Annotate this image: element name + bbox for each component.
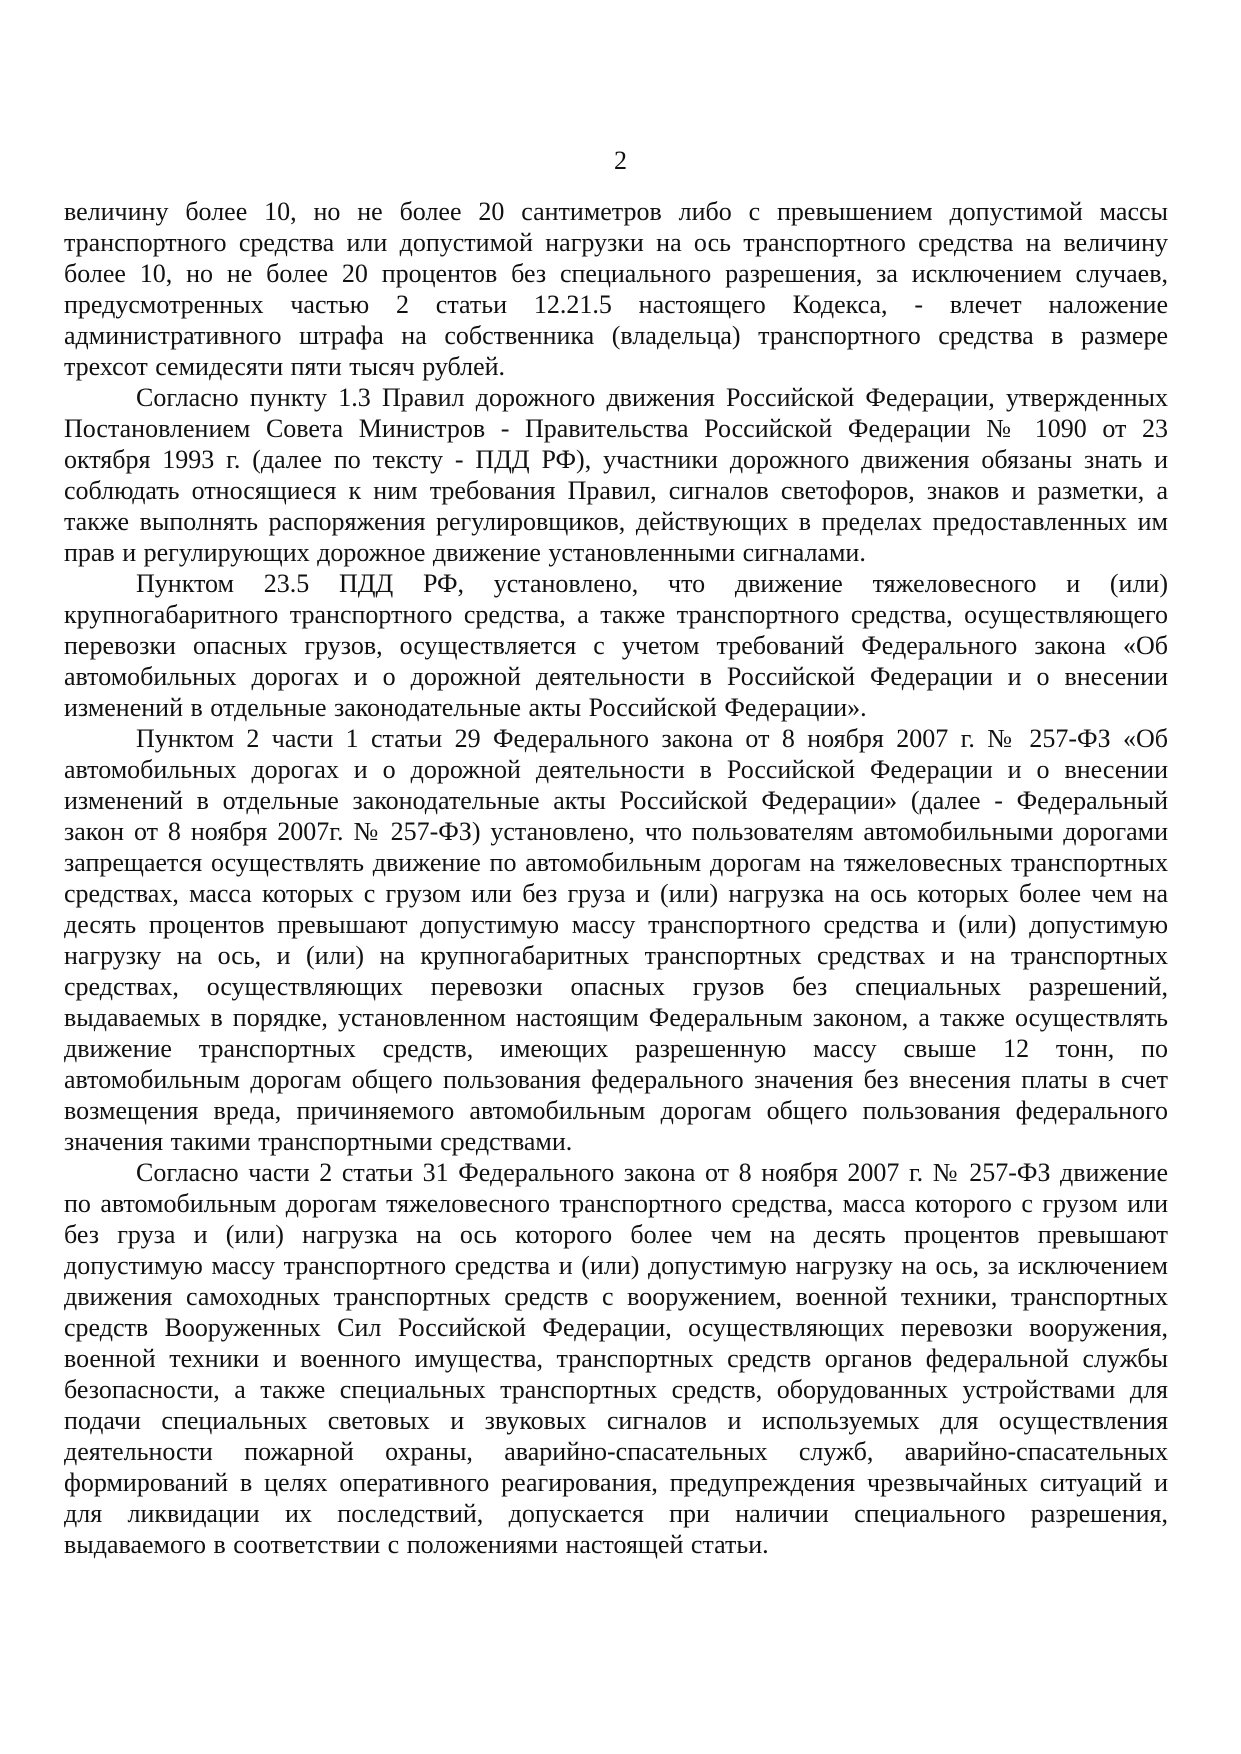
paragraph: Пунктом 23.5 ПДД РФ, установлено, что движение тяжеловесного и (или) крупногабаритного транспортного средства, а также транспортного средства, осуществляющего перевозки опасных грузов, осуществляется с учетом требований Федерального закона «Об автомобильных дорогах и о дорожной деятельности в Российской Федерации и о внесении изменений в отдельные законодательные акты Российской Федерации».	[64, 569, 1168, 722]
paragraph: Согласно пункту 1.3 Правил дорожного движения Российской Федерации, утвержденных Постановлением Совета Министров - Правительства Российской Федерации № 1090 от 23 октября 1993 г. (далее по тексту - ПДД РФ), участники дорожного движения обязаны знать и соблюдать относящиеся к ним требования Правил, сигналов светофоров, знаков и разметки, а также выполнять распоряжения регулировщиков, действующих в пределах предоставленных им прав и регулирующих дорожное движение установленными сигналами.	[64, 383, 1168, 567]
paragraph-continuation: величину более 10, но не более 20 сантиметров либо с превышением допустимой массы транспортного средства или допустимой нагрузки на ось транспортного средства на величину более 10, но не более 20 процентов без специального разрешения, за исключением случаев, предусмотренных частью 2 статьи 12.21.5 настоящего Кодекса, - влечет наложение административного штрафа на собственника (владельца) транспортного средства в размере трехсот семидесяти пяти тысяч рублей.	[64, 197, 1168, 381]
document-body	[64, 196, 1168, 1560]
paragraph: Пунктом 2 части 1 статьи 29 Федерального закона от 8 ноября 2007 г. № 257-ФЗ «Об автомобильных дорогах и о дорожной деятельности в Российской Федерации и о внесении изменений в отдельные законодательные акты Российской Федерации» (далее - Федеральный закон от 8 ноября 2007г. № 257-ФЗ) установлено, что пользователям автомобильными дорогами запрещается осуществлять движение по автомобильным дорогам на тяжеловесных транспортных средствах, масса которых с грузом или без груза и (или) нагрузка на ось которых более чем на десять процентов превышают допустимую массу транспортного средства и (или) допустимую нагрузку на ось, и (или) на крупногабаритных транспортных средствах и на транспортных средствах, осуществляющих перевозки опасных грузов без специальных разрешений, выдаваемых в порядке, установленном настоящим Федеральным законом, а также осуществлять движение транспортных средств, имеющих разрешенную массу свыше 12 тонн, по автомобильным дорогам общего пользования федерального значения без внесения платы в счет возмещения вреда, причиняемого автомобильным дорогам общего пользования федерального значения такими транспортными средствами.	[64, 724, 1168, 1156]
page-number: 2	[614, 146, 627, 175]
paragraph: Согласно части 2 статьи 31 Федерального закона от 8 ноября 2007 г. № 257-ФЗ движение по автомобильным дорогам тяжеловесного транспортного средства, масса которого с грузом или без груза и (или) нагрузка на ось которого более чем на десять процентов превышают допустимую массу транспортного средства и (или) допустимую нагрузку на ось, за исключением движения самоходных транспортных средств с вооружением, военной техники, транспортных средств Вооруженных Сил Российской Федерации, осуществляющих перевозки вооружения, военной техники и военного имущества, транспортных средств органов федеральной службы безопасности, а также специальных транспортных средств, оборудованных устройствами для подачи специальных световых и звуковых сигналов и используемых для осуществления деятельности пожарной охраны, аварийно-спасательных служб, аварийно-спасательных формирований в целях оперативного реагирования, предупреждения чрезвычайных ситуаций и для ликвидации их последствий, допускается при наличии специального разрешения, выдаваемого в соответствии с положениями настоящей статьи.	[64, 1158, 1168, 1559]
